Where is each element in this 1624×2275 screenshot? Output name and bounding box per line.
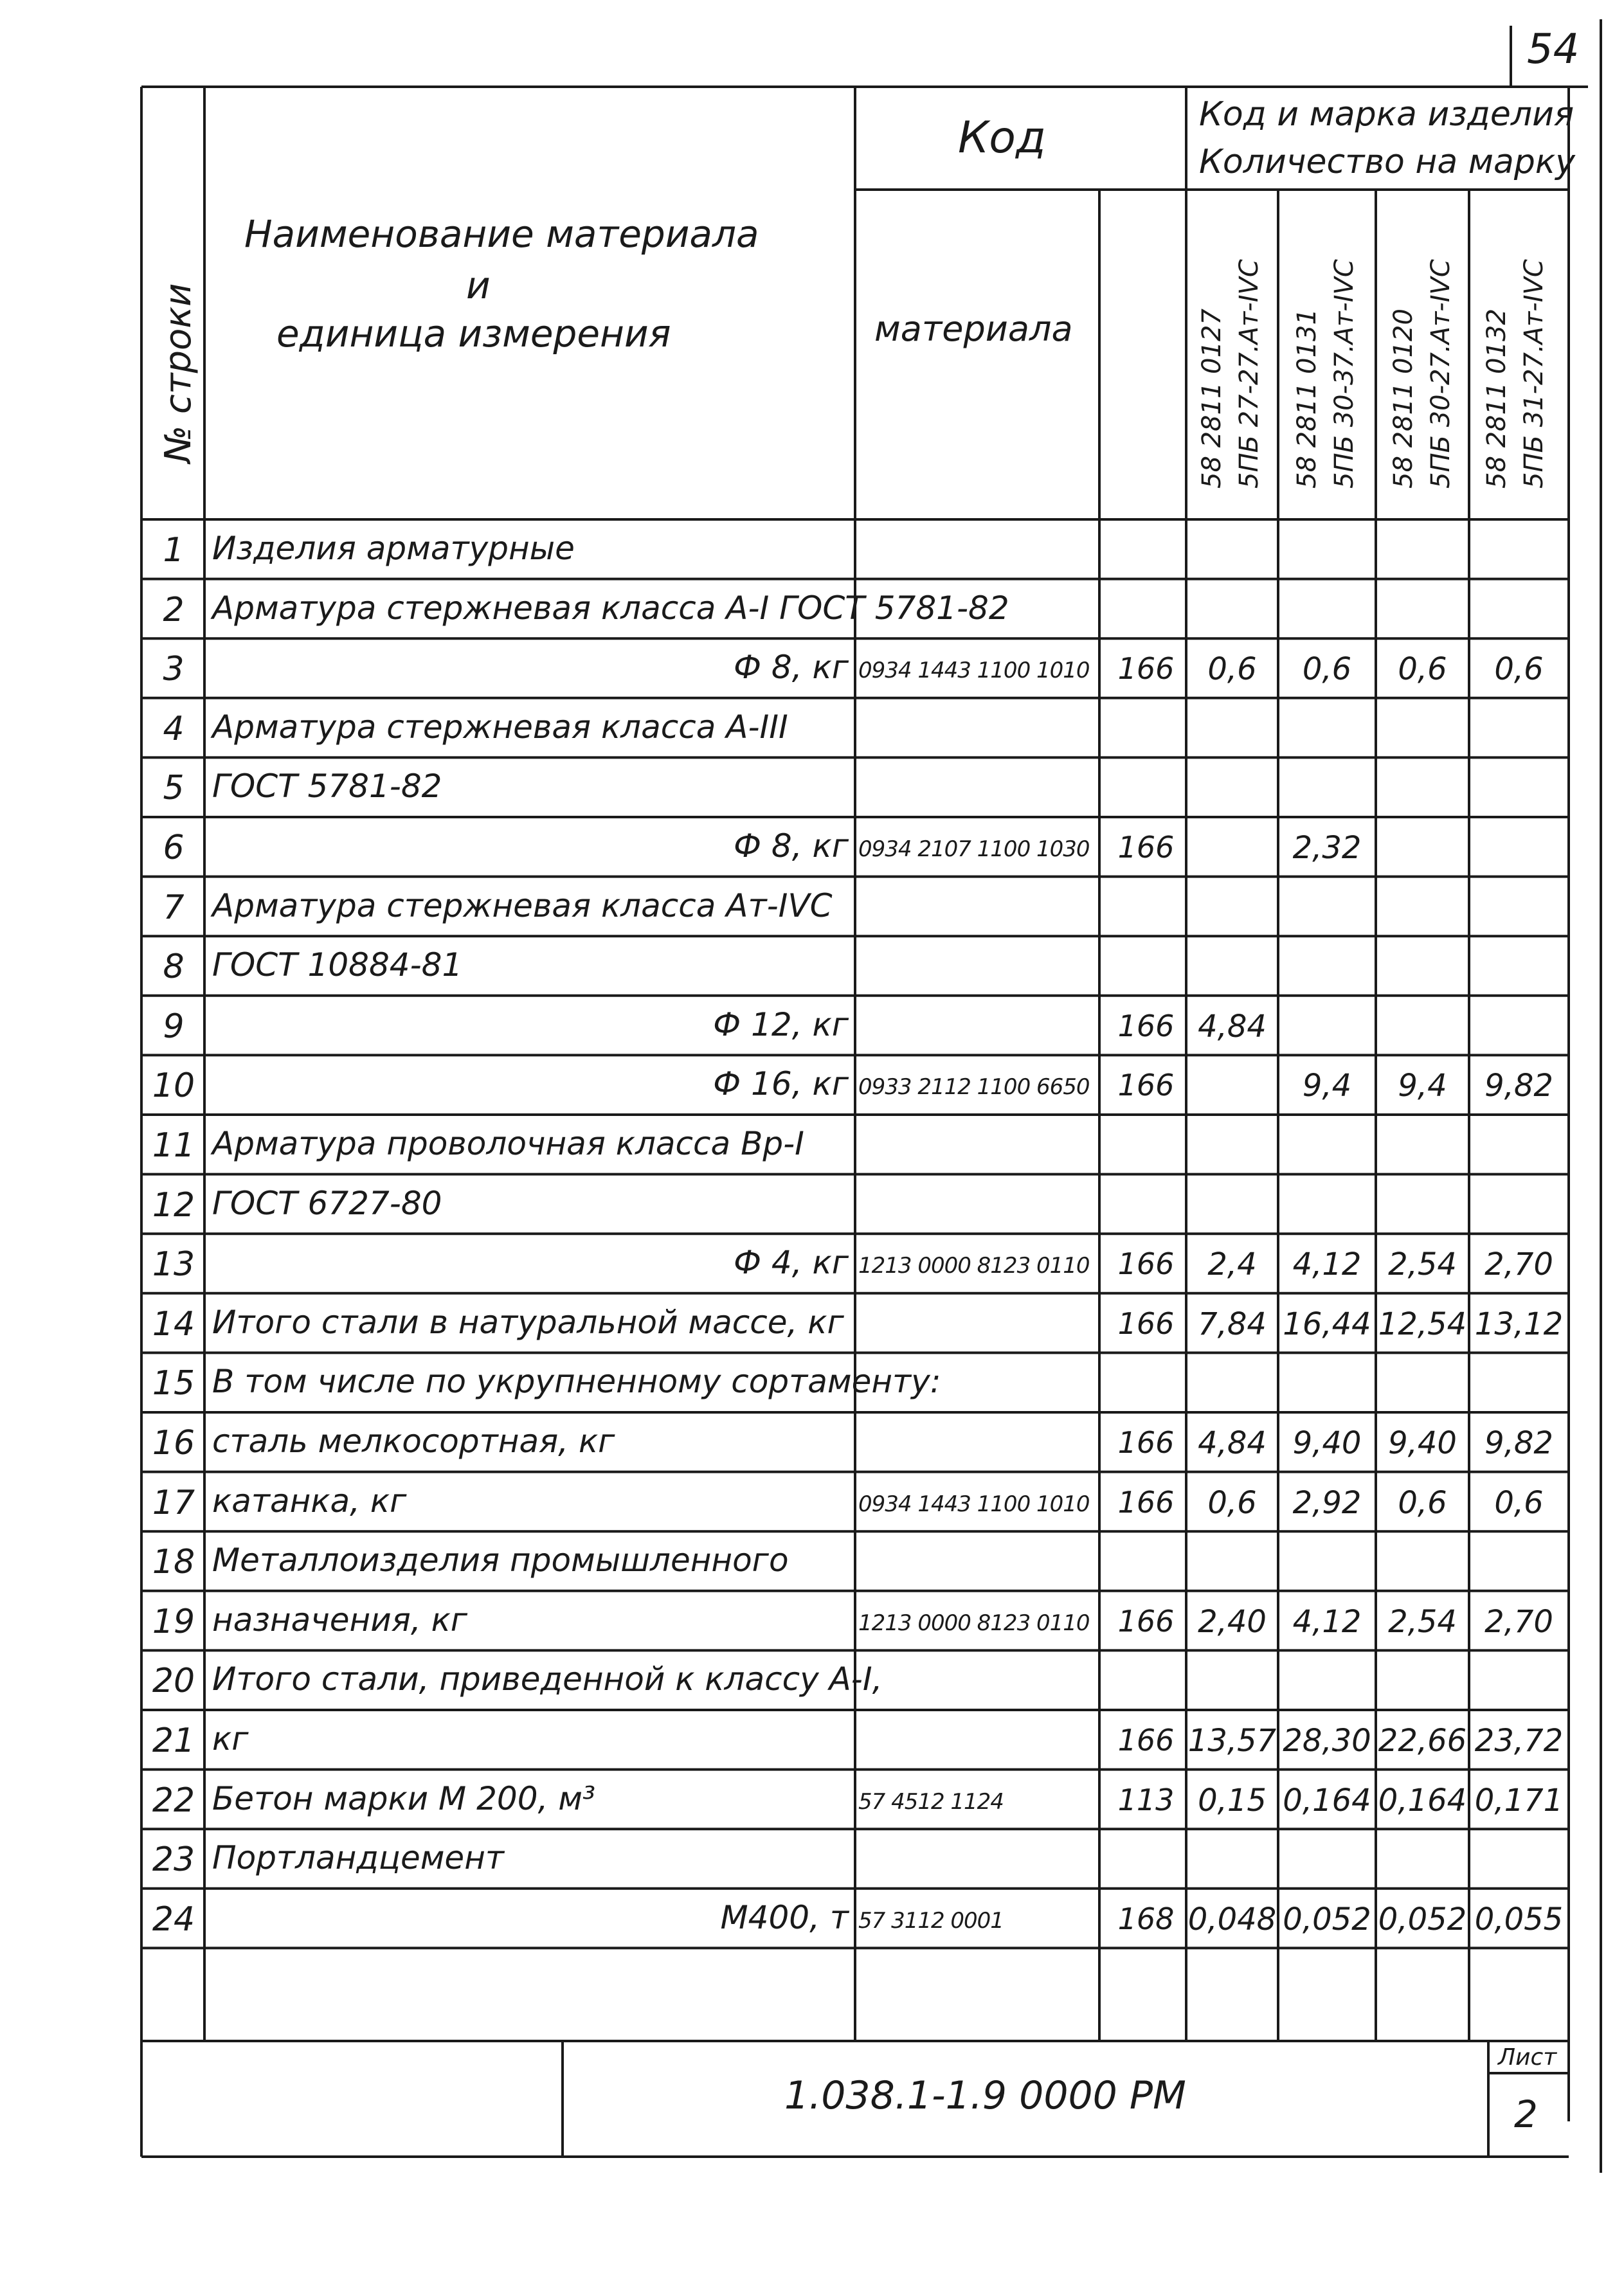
table-row — [141, 1115, 1569, 1174]
material-name: Портландцемент — [212, 1839, 505, 1877]
quantity-cell: 9,40 — [1388, 1425, 1457, 1461]
quantity-cell: 2,32 — [1292, 830, 1362, 866]
material-name: Ф 16, кг — [713, 1065, 849, 1103]
quantity-cell: 0,052 — [1378, 1901, 1467, 1938]
unit-code: 166 — [1117, 1246, 1175, 1282]
table-row — [141, 698, 1569, 758]
product-1-code: 58 2811 0127 — [1197, 309, 1227, 489]
row-number: 14 — [152, 1304, 195, 1344]
table-row — [141, 877, 1569, 937]
material-code: 0933 2112 1100 6650 — [858, 1074, 1090, 1101]
quantity-cell: 9,82 — [1484, 1425, 1553, 1461]
product-3-mark: 5ПБ 30-27.Ат-IVС — [1426, 259, 1456, 489]
table-row — [141, 757, 1569, 817]
unit-code: 168 — [1117, 1901, 1175, 1936]
quantity-cell: 7,84 — [1198, 1306, 1267, 1342]
table-row — [141, 1234, 1569, 1293]
unit-code: 166 — [1117, 1603, 1175, 1639]
quantity-cell: 0,164 — [1283, 1782, 1371, 1819]
unit-code: 113 — [1117, 1782, 1175, 1817]
quantity-cell: 2,70 — [1484, 1246, 1553, 1283]
material-name: ГОСТ 10884-81 — [212, 946, 463, 984]
row-number: 10 — [152, 1066, 195, 1106]
row-number: 11 — [152, 1126, 195, 1165]
table-row — [141, 1472, 1569, 1532]
material-name: сталь мелкосортная, кг — [212, 1423, 615, 1460]
material-code: 0934 2107 1100 1030 — [858, 836, 1090, 862]
product-group-header-line-1: Код и марка изделия — [1199, 95, 1574, 134]
row-number: 22 — [152, 1781, 195, 1820]
material-name: Ф 8, кг — [733, 649, 849, 687]
quantity-cell: 12,54 — [1378, 1306, 1467, 1342]
quantity-cell: 0,6 — [1207, 1484, 1257, 1521]
table-row — [141, 1591, 1569, 1651]
unit-code: 166 — [1117, 651, 1175, 687]
product-4-code: 58 2811 0132 — [1482, 309, 1511, 489]
material-name: Арматура стержневая класса А-I ГОСТ 5781-82 — [212, 589, 1009, 627]
material-name: В том числе по укрупненному сортаменту: — [212, 1363, 941, 1401]
material-name: ГОСТ 6727-80 — [212, 1184, 442, 1222]
row-number: 8 — [163, 948, 185, 987]
quantity-cell: 2,92 — [1292, 1484, 1362, 1521]
material-name: Ф 8, кг — [733, 827, 849, 865]
table-row — [141, 1412, 1569, 1472]
row-number: 24 — [152, 1900, 195, 1939]
quantity-cell: 0,6 — [1207, 651, 1257, 688]
quantity-cell: 9,40 — [1292, 1425, 1362, 1461]
material-name: Изделия арматурные — [212, 530, 575, 567]
material-name: кг — [212, 1720, 249, 1758]
quantity-cell: 0,6 — [1398, 651, 1447, 688]
table-row — [141, 638, 1569, 698]
quantity-cell: 0,171 — [1474, 1782, 1564, 1819]
quantity-cell: 0,6 — [1494, 651, 1544, 688]
quantity-cell: 28,30 — [1283, 1723, 1371, 1759]
material-name: Металлоизделия промышленного — [212, 1542, 789, 1579]
quantity-cell: 4,84 — [1198, 1008, 1267, 1045]
quantity-cell: 2,70 — [1484, 1603, 1553, 1640]
material-code: 57 3112 0001 — [858, 1907, 1004, 1934]
unit-code: 166 — [1117, 1425, 1175, 1460]
quantity-cell: 22,66 — [1378, 1723, 1467, 1759]
quantity-cell: 9,82 — [1484, 1068, 1553, 1104]
product-4-mark: 5ПБ 31-27.Ат-IVС — [1519, 259, 1549, 489]
quantity-cell: 0,164 — [1378, 1782, 1467, 1819]
table-row — [141, 1174, 1569, 1234]
row-number: 12 — [152, 1185, 195, 1225]
table-row — [141, 519, 1569, 579]
material-code: 0934 1443 1100 1010 — [858, 658, 1090, 684]
row-number: 3 — [163, 650, 185, 689]
row-number: 20 — [152, 1662, 195, 1701]
row-number: 5 — [163, 769, 185, 808]
quantity-cell: 13,12 — [1474, 1306, 1564, 1342]
table-row — [141, 1293, 1569, 1353]
unit-code: 166 — [1117, 1008, 1175, 1043]
table-row — [141, 1353, 1569, 1412]
material-code: 0934 1443 1100 1010 — [858, 1491, 1090, 1517]
row-number: 23 — [152, 1840, 195, 1880]
unit-code: 166 — [1117, 830, 1175, 865]
quantity-cell: 2,40 — [1198, 1603, 1267, 1640]
product-2-code: 58 2811 0131 — [1292, 309, 1322, 489]
unit-code: 166 — [1117, 1484, 1175, 1520]
material-name: Ф 4, кг — [733, 1244, 849, 1282]
product-3-code: 58 2811 0120 — [1389, 309, 1418, 489]
product-group-header-line-2: Количество на марку — [1199, 143, 1576, 181]
material-name: катанка, кг — [212, 1482, 407, 1520]
table-row — [141, 579, 1569, 639]
sheet-label: Лист — [1498, 2044, 1557, 2071]
quantity-cell: 0,048 — [1187, 1901, 1277, 1938]
row-number: 9 — [163, 1007, 185, 1046]
material-code: 1213 0000 8123 0110 — [858, 1610, 1090, 1636]
row-number: 21 — [152, 1722, 195, 1760]
table-row — [141, 1770, 1569, 1830]
row-number: 1 — [163, 531, 185, 570]
table-row — [141, 1889, 1569, 1948]
material-name: Арматура проволочная класса Вр-I — [212, 1125, 804, 1162]
quantity-cell: 9,4 — [1398, 1068, 1447, 1104]
quantity-cell: 4,12 — [1292, 1246, 1362, 1283]
table-row — [141, 936, 1569, 996]
table-row — [141, 1055, 1569, 1115]
quantity-cell: 4,12 — [1292, 1603, 1362, 1640]
quantity-cell: 0,6 — [1494, 1484, 1544, 1521]
row-number: 16 — [152, 1424, 195, 1462]
code-header: Код — [958, 112, 1046, 163]
row-number: 19 — [152, 1602, 195, 1641]
material-name: Бетон марки М 200, м³ — [212, 1779, 596, 1817]
row-number: 6 — [163, 829, 185, 867]
sheet-number: 2 — [1514, 2092, 1538, 2136]
table-row — [141, 1829, 1569, 1889]
row-number: 15 — [152, 1364, 195, 1403]
material-name: ГОСТ 5781-82 — [212, 768, 442, 805]
unit-code: 166 — [1117, 1306, 1175, 1341]
unit-code: 166 — [1117, 1723, 1175, 1758]
unit-code: 166 — [1117, 1068, 1175, 1103]
quantity-cell: 9,4 — [1302, 1068, 1352, 1104]
quantity-cell: 2,54 — [1388, 1603, 1457, 1640]
material-code-header: материала — [874, 309, 1073, 349]
quantity-cell: 0,15 — [1198, 1782, 1267, 1819]
quantity-cell: 0,6 — [1302, 651, 1352, 688]
table-row — [141, 996, 1569, 1056]
row-number: 13 — [152, 1245, 195, 1284]
quantity-cell: 0,055 — [1474, 1901, 1564, 1938]
page-number: 54 — [1527, 26, 1580, 73]
material-name: Арматура стержневая класса А-III — [212, 708, 788, 746]
row-number: 17 — [152, 1483, 195, 1522]
quantity-cell: 0,052 — [1283, 1901, 1371, 1938]
name-header-line-1: Наименование материала — [244, 212, 759, 256]
quantity-cell: 16,44 — [1283, 1306, 1371, 1342]
quantity-cell: 23,72 — [1474, 1723, 1564, 1759]
table-row — [141, 1531, 1569, 1591]
quantity-cell: 4,84 — [1198, 1425, 1267, 1461]
material-name: Итого стали, приведенной к классу А-I, — [212, 1660, 883, 1698]
material-name: М400, т — [720, 1898, 849, 1936]
table-row — [141, 817, 1569, 877]
row-number: 18 — [152, 1543, 195, 1582]
document-designation: 1.038.1-1.9 0000 РМ — [784, 2073, 1186, 2118]
table-row — [141, 1710, 1569, 1770]
row-number: 4 — [163, 709, 185, 748]
quantity-cell: 2,54 — [1388, 1246, 1457, 1283]
quantity-cell: 2,4 — [1207, 1246, 1257, 1283]
row-number: 2 — [163, 590, 185, 629]
material-code: 57 4512 1124 — [858, 1788, 1004, 1815]
quantity-cell: 13,57 — [1187, 1723, 1277, 1759]
product-1-mark: 5ПБ 27-27.Ат-IVС — [1234, 259, 1264, 489]
material-name: Ф 12, кг — [713, 1005, 849, 1043]
row-number-header: № строки — [158, 283, 199, 463]
name-header-line-3: единица измерения — [276, 312, 671, 355]
name-header-line-2: и — [466, 264, 491, 307]
material-name: назначения, кг — [212, 1601, 468, 1639]
material-name: Итого стали в натуральной массе, кг — [212, 1303, 844, 1341]
material-name: Арматура стержневая класса Ат-IVС — [212, 886, 833, 924]
row-number: 7 — [163, 888, 185, 927]
material-code: 1213 0000 8123 0110 — [858, 1253, 1090, 1279]
table-row — [141, 1650, 1569, 1710]
product-2-mark: 5ПБ 30-37.Ат-IVС — [1330, 259, 1359, 489]
quantity-cell: 0,6 — [1398, 1484, 1447, 1521]
